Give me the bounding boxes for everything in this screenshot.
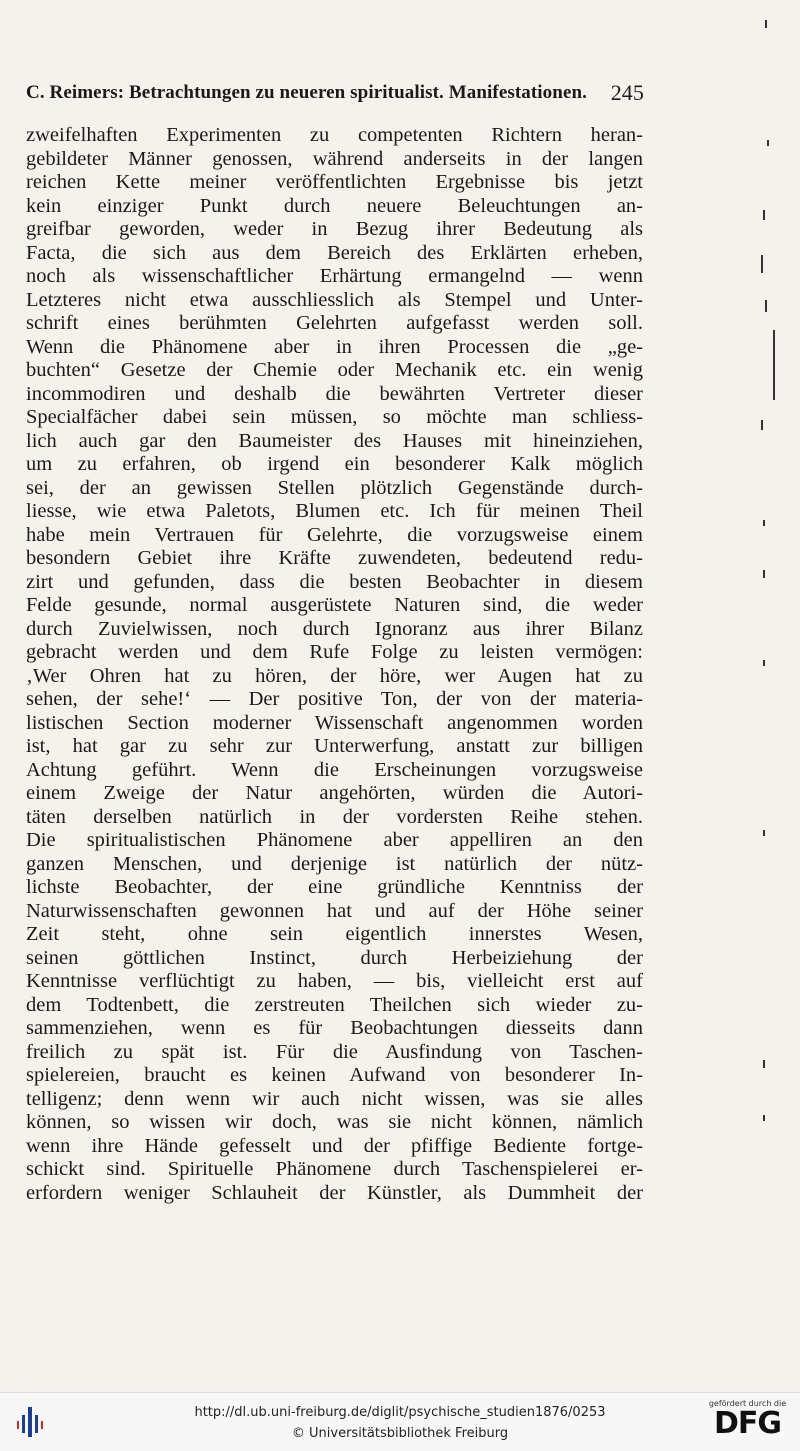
text-line: seinen göttlichen Instinct, durch Herbeiziehung der (26, 946, 643, 969)
text-line: schrift eines berühmten Gelehrten aufgefasst werden soll. (26, 312, 643, 334)
text-line: Letzteres nicht etwa ausschliesslich als Stempel und Unter- (26, 288, 643, 311)
text-line: telligenz; denn wenn wir auch nicht wissen, was sie alles (26, 1087, 643, 1110)
text-line: erfordern weniger Schlauheit der Künstler, als Dummheit der (26, 1181, 643, 1204)
text-line: spielereien, braucht es keinen Aufwand von besonderer In- (26, 1064, 643, 1086)
text-line: Facta, die sich aus dem Bereich des Erklärten erheben, (26, 241, 643, 264)
text-line: sehen, der sehe!‘ — Der positive Ton, der von der materia- (26, 688, 643, 710)
text-line: Naturwissenschaften gewonnen hat und auf der Höhe seiner (26, 899, 643, 922)
text-line: Specialfächer dabei sein müssen, so möchte man schliess- (26, 406, 643, 428)
text-line: gebildeter Männer genossen, während anderseits in der langen (26, 147, 643, 170)
running-header (26, 82, 644, 104)
text-line: um zu erfahren, ob irgend ein besonderer Kalk möglich (26, 453, 643, 475)
text-line: buchten“ Gesetze der Chemie oder Mechanik etc. ein wenig (26, 359, 643, 381)
text-line: zirt und gefunden, dass die besten Beobachter in diesem (26, 570, 643, 593)
dfg-logo-icon (705, 1399, 790, 1447)
text-line: ist, hat gar zu sehr zur Unterwerfung, anstatt zur billigen (26, 735, 643, 757)
text-line: reichen Kette meiner veröffentlichten Ergebnisse bis jetzt (26, 171, 643, 193)
text-line: gebracht werden und dem Rufe Folge zu leisten vermögen: (26, 641, 643, 663)
text-line: Kenntnisse verflüchtigt zu haben, — bis, vielleicht erst auf (26, 970, 643, 992)
text-line: Felde gesunde, normal ausgerüstete Naturen sind, die weder (26, 594, 643, 616)
margin-marks (755, 0, 785, 1300)
text-line: Zeit steht, ohne sein eigentlich innerstes Wesen, (26, 923, 643, 945)
text-line: Achtung geführt. Wenn die Erscheinungen vorzugsweise (26, 758, 643, 781)
text-line: Die spiritualistischen Phänomene aber appelliren an den (26, 829, 643, 851)
text-line: noch als wissenschaftlicher Erhärtung ermangelnd — wenn (26, 265, 643, 287)
text-line: einem Zweige der Natur angehörten, würden die Autori- (26, 782, 643, 804)
text-line: täten derselben natürlich in der vordersten Reihe stehen. (26, 805, 643, 828)
text-line: ganzen Menschen, und derjenige ist natürlich der nütz- (26, 852, 643, 875)
page-number: 245 (610, 80, 644, 105)
text-line: durch Zuvielwissen, noch durch Ignoranz aus ihrer Bilanz (26, 617, 643, 640)
text-line: Wenn die Phänomene aber in ihren Processen die „ge- (26, 335, 643, 358)
text-line: lichste Beobachter, der eine gründliche Kenntniss der (26, 876, 643, 898)
text-line: lich auch gar den Baumeister des Hauses mit hineinziehen, (26, 429, 643, 452)
footer-bar (0, 1392, 800, 1451)
text-line: zweifelhaften Experimenten zu competenten Richtern heran- (26, 124, 643, 146)
text-line: dem Todtenbett, die zerstreuten Theilchen sich wieder zu- (26, 993, 643, 1016)
copyright-notice: © Universitätsbibliothek Freiburg (291, 1426, 509, 1441)
source-url[interactable]: http://dl.ub.uni-freiburg.de/diglit/psychische_studien1876/0253 (194, 1405, 606, 1420)
text-line: incommodiren und deshalb die bewährten Vertreter dieser (26, 382, 643, 405)
text-line: habe mein Vertrauen für Gelehrte, die vorzugsweise einem (26, 523, 643, 546)
text-line: sei, der an gewissen Stellen plötzlich Gegenstände durch- (26, 476, 643, 499)
text-line: wenn ihre Hände gefesselt und der pfiffige Bediente fortge- (26, 1134, 643, 1157)
text-line: liesse, wie etwa Paletots, Blumen etc. Ich für meinen Theil (26, 500, 643, 522)
text-line: besondern Gebiet ihre Kräfte zuwendeten, bedeutend redu- (26, 547, 643, 569)
body-text (26, 124, 643, 1205)
text-line: ‚Wer Ohren hat zu hören, der höre, wer Augen hat zu (26, 664, 643, 687)
text-line: schickt sind. Spirituelle Phänomene durch Taschenspielerei er- (26, 1158, 643, 1180)
text-line: kein einziger Punkt durch neuere Beleuchtungen an- (26, 194, 643, 217)
dfg-funding-note: gefördert durch die (708, 1399, 787, 1408)
running-title: C. Reimers: Betrachtungen zu neueren spiritualist. Manifestationen. (26, 82, 587, 103)
text-line: listischen Section moderner Wissenschaft angenommen worden (26, 711, 643, 734)
text-line: greifbar geworden, weder in Bezug ihrer Bedeutung als (26, 218, 643, 240)
text-line: sammenziehen, wenn es für Beobachtungen diesseits dann (26, 1017, 643, 1039)
text-line: können, so wissen wir doch, was sie nicht können, nämlich (26, 1111, 643, 1133)
dfg-logo-text: DFG (713, 1406, 782, 1441)
text-line: freilich zu spät ist. Für die Ausfindung von Taschen- (26, 1040, 643, 1063)
